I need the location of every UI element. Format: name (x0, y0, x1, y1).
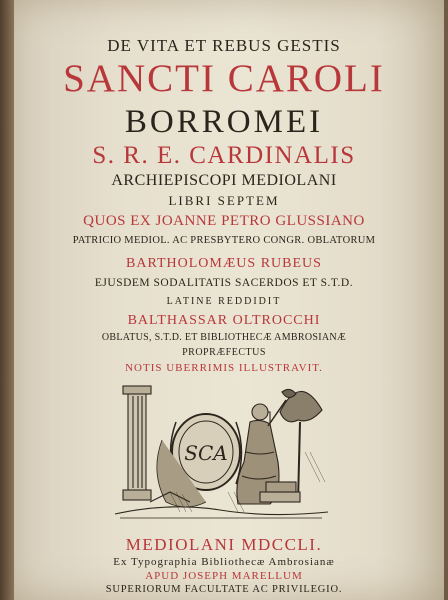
title-line-de-vita: DE VITA ET REBUS GESTIS (107, 36, 341, 55)
title-line-notis: NOTIS UBERRIMIS ILLUSTRAVIT. (125, 362, 323, 374)
title-line-libri-septem: LIBRI SEPTEM (168, 193, 280, 208)
title-line-oblatus: OBLATUS, S.T.D. ET BIBLIOTHECÆ AMBROSIANÆ (101, 332, 347, 343)
imprint-place-date: MEDIOLANI MDCCLI. (125, 535, 323, 554)
title-line-sancti-caroli: SANCTI CAROLI (63, 57, 385, 100)
title-line-cardinalis: S. R. E. CARDINALIS (92, 142, 356, 169)
title-line-glussiano: QUOS EX JOANNE PETRO GLUSSIANO (83, 213, 365, 229)
imprint-printer-name: APUD JOSEPH MARELLUM (145, 570, 303, 582)
engraved-vignette (110, 352, 332, 522)
title-line-ejusdem: EJUSDEM SODALITATIS SACERDOS ET S.T.D. (94, 277, 354, 289)
title-line-borromei: BORROMEI (124, 104, 324, 140)
vignette-monogram: SCA (184, 441, 228, 465)
imprint-privilege: SUPERIORUM FACULTATE AC PRIVILEGIO. (105, 584, 343, 595)
title-line-latine-reddidit: LATINE REDDIDIT (166, 296, 282, 307)
title-line-rubeus: BARTHOLOMÆUS RUBEUS (126, 256, 322, 271)
title-line-propraefectus: PROPRÆFECTUS (182, 347, 266, 358)
imprint-printer: Ex Typographia Bibliothecæ Ambrosianæ (113, 556, 335, 568)
title-line-patricio: PATRICIO MEDIOL. AC PRESBYTERO CONGR. OBLATORUM (72, 235, 376, 246)
title-line-archiepiscopi: ARCHIEPISCOPI MEDIOLANI (111, 172, 337, 189)
title-line-oltrocchi: BALTHASSAR OLTROCCHI (127, 313, 321, 328)
